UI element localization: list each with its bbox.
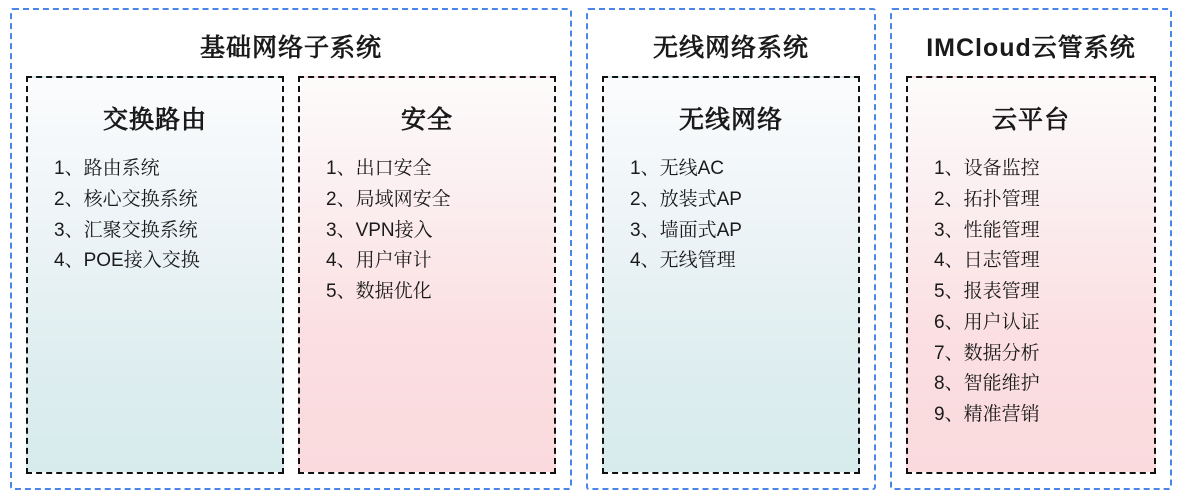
list-item: 1、设备监控 [934,158,1040,179]
list-item: 4、日志管理 [934,250,1040,272]
list-item: 3、汇聚交换系统 [54,219,198,241]
list-item: 6、用户认证 [934,311,1040,333]
card-item-list [610,154,852,277]
list-item: 1、出口安全 [326,158,432,179]
card-title: 无线网络 [678,106,783,134]
list-item: 3、性能管理 [934,219,1040,241]
card-wireless-network [602,76,860,474]
group-body [602,76,860,474]
card-item-list [914,154,1148,431]
card-item-list [306,154,548,308]
card-title: 交换路由 [102,106,207,134]
list-item: 9、精准营销 [934,404,1040,426]
list-item: 5、报表管理 [934,281,1040,303]
list-item: 1、路由系统 [54,158,160,179]
group-imcloud-management [890,8,1172,490]
card-item-list [34,154,276,277]
list-item: 8、智能维护 [934,373,1040,395]
list-item: 3、墙面式AP [630,219,742,241]
list-item: 2、放装式AP [630,188,742,210]
list-item: 2、拓扑管理 [934,188,1040,210]
group-title: 基础网络子系统 [199,34,382,62]
card-security [298,76,556,474]
group-body [26,76,556,474]
card-cloud-platform [906,76,1156,474]
list-item: 4、POE接入交换 [54,250,200,272]
list-item: 2、局域网安全 [326,188,451,210]
group-title: IMCloud云管系统 [926,34,1136,62]
list-item: 5、数据优化 [326,281,432,303]
card-title: 云平台 [991,106,1070,134]
list-item: 1、无线AC [630,158,724,179]
group-basic-network [10,8,572,490]
list-item: 3、VPN接入 [326,219,433,241]
group-body [906,76,1156,474]
list-item: 2、核心交换系统 [54,188,198,210]
list-item: 4、用户审计 [326,250,432,272]
list-item: 4、无线管理 [630,250,736,272]
list-item: 7、数据分析 [934,342,1040,364]
card-title: 安全 [400,106,453,134]
card-switching-routing [26,76,284,474]
group-wireless-network [586,8,876,490]
group-title: 无线网络系统 [652,34,809,62]
